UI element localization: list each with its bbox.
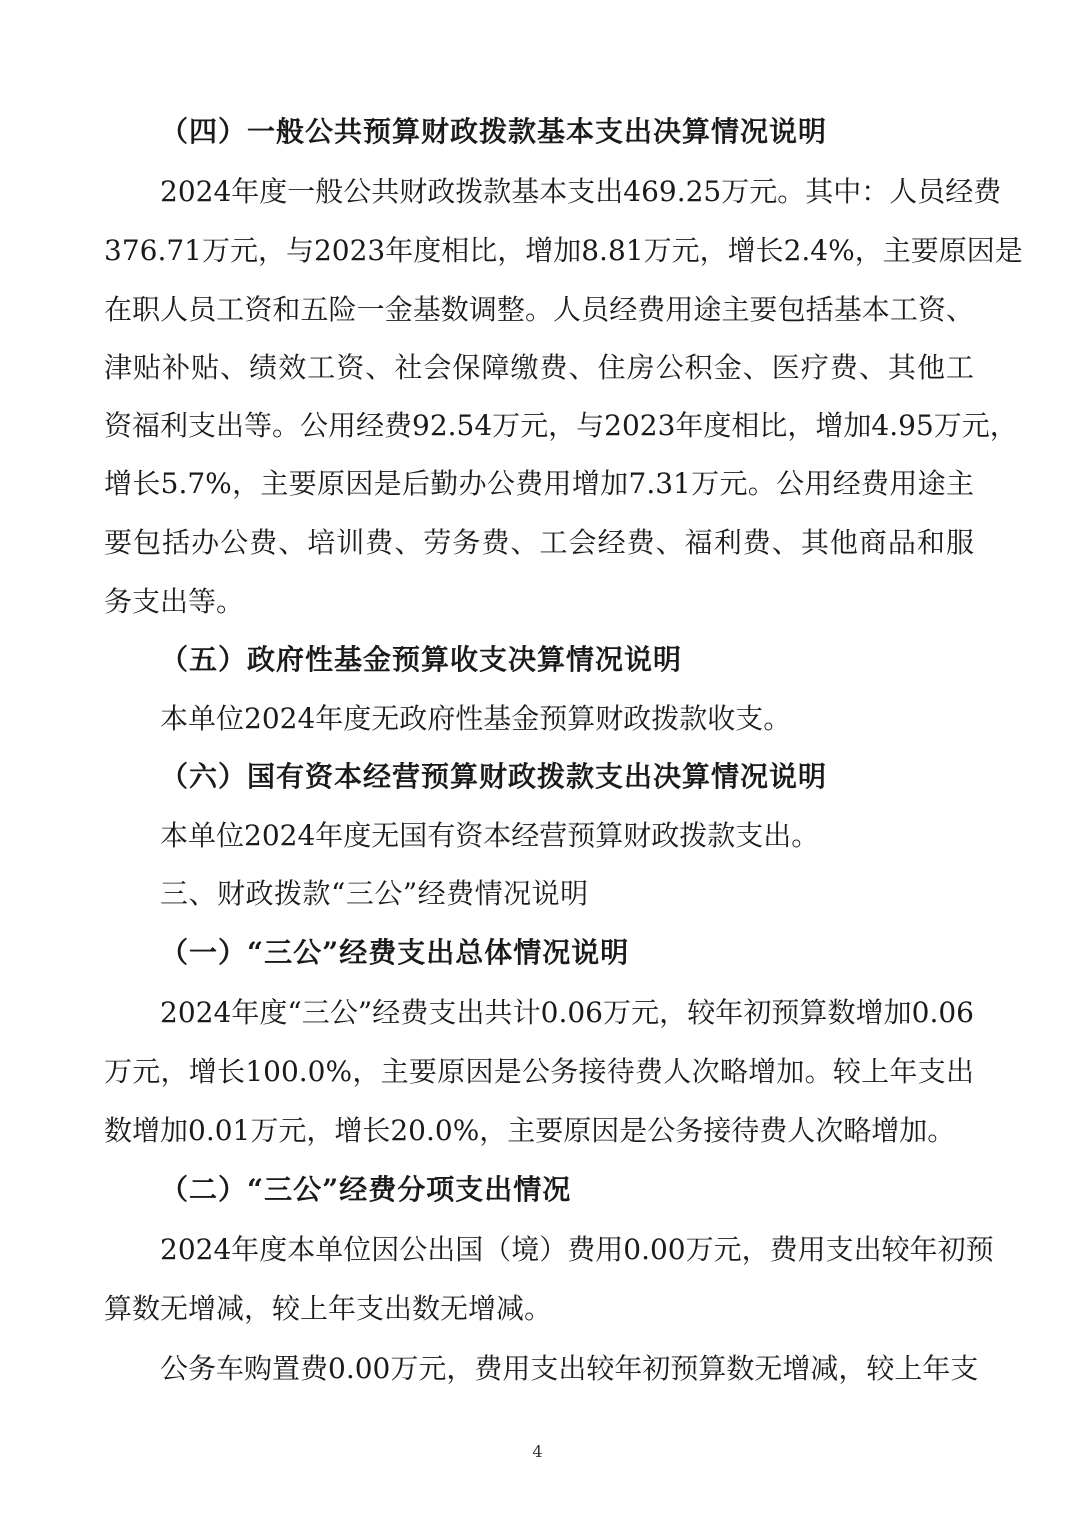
paragraph-line: 在职人员工资和五险一金基数调整。人员经费用途主要包括基本工资、 bbox=[104, 293, 974, 326]
paragraph-line: 要包括办公费、培训费、劳务费、工会经费、福利费、其他商品和服 bbox=[104, 526, 974, 559]
paragraph-line: 本单位2024年度无国有资本经营预算财政拨款支出。 bbox=[160, 819, 820, 852]
paragraph-line: 376.71万元，与2023年度相比，增加8.81万元，增长2.4%，主要原因是 bbox=[104, 234, 1023, 267]
paragraph-line: 数增加0.01万元，增长20.0%，主要原因是公务接待费人次略增加。 bbox=[104, 1114, 956, 1147]
heading-government-fund-budget: （五）政府性基金预算收支决算情况说明 bbox=[160, 643, 683, 676]
heading-three-public-overall: （一）“三公”经费支出总体情况说明 bbox=[160, 936, 630, 969]
heading-general-budget-basic-expenditure: （四）一般公共预算财政拨款基本支出决算情况说明 bbox=[160, 115, 828, 148]
paragraph-line: 本单位2024年度无政府性基金预算财政拨款收支。 bbox=[160, 702, 792, 735]
paragraph-line: 增长5.7%，主要原因是后勤办公费用增加7.31万元。公用经费用途主 bbox=[104, 467, 974, 500]
paragraph-line: 津贴补贴、绩效工资、社会保障缴费、住房公积金、医疗费、其他工 bbox=[104, 351, 974, 384]
paragraph-line: 2024年度本单位因公出国（境）费用0.00万元，费用支出较年初预 bbox=[160, 1233, 994, 1266]
paragraph-line: 资福利支出等。公用经费92.54万元，与2023年度相比，增加4.95万元， bbox=[104, 409, 1018, 442]
page-number: 4 bbox=[532, 1442, 543, 1461]
paragraph-line: 务支出等。 bbox=[104, 585, 245, 618]
paragraph-line: 2024年度“三公”经费支出共计0.06万元，较年初预算数增加0.06 bbox=[160, 996, 974, 1029]
paragraph-line: 万元，增长100.0%，主要原因是公务接待费人次略增加。较上年支出 bbox=[104, 1055, 974, 1088]
paragraph-line: 2024年度一般公共财政拨款基本支出469.25万元。其中：人员经费 bbox=[160, 175, 1002, 208]
heading-three-public-itemized: （二）“三公”经费分项支出情况 bbox=[160, 1173, 572, 1206]
section-title-three-public-expenses: 三、财政拨款“三公”经费情况说明 bbox=[160, 877, 589, 910]
paragraph-line: 算数无增减，较上年支出数无增减。 bbox=[104, 1292, 553, 1325]
paragraph-line: 公务车购置费0.00万元，费用支出较年初预算数无增减，较上年支 bbox=[160, 1352, 979, 1385]
heading-state-capital-budget: （六）国有资本经营预算财政拨款支出决算情况说明 bbox=[160, 760, 828, 793]
